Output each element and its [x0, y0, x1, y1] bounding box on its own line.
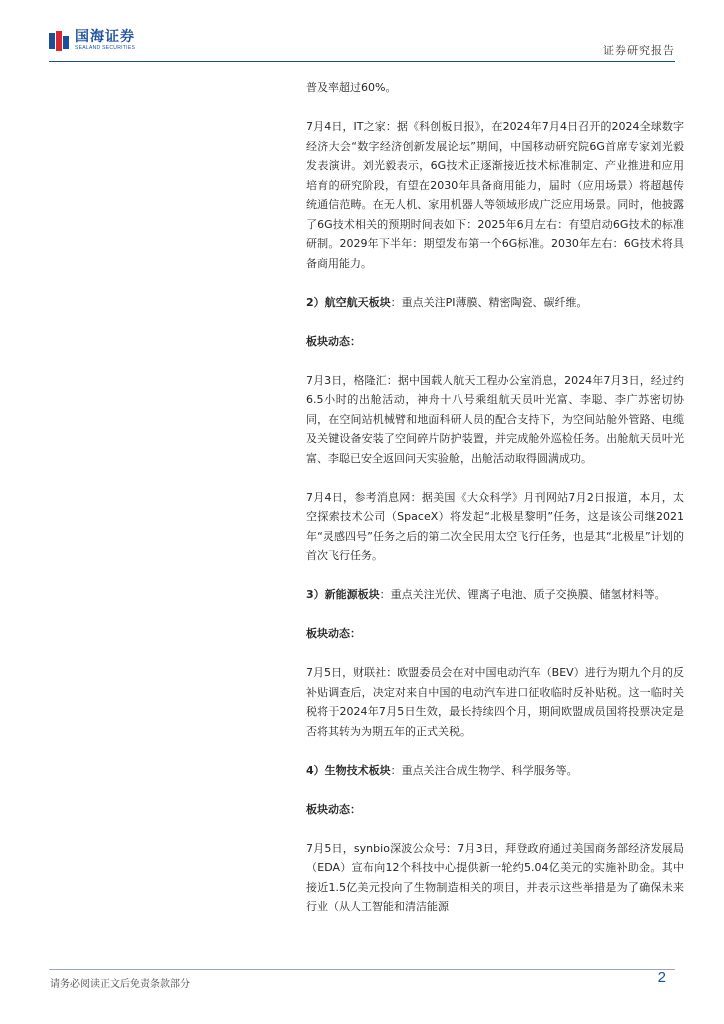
sector-dynamics-heading: 板块动态： — [306, 627, 361, 640]
news-paragraph-bev: 7月5日，财联社：欧盟委员会在对中国电动汽车（BEV）进行为期九个月的反补贴调查后，决定对来自中国的电动汽车进口征收临时反补贴税。这一临时关税将于2024年7月5日生效，最长持续四个月，期间欧盟成员国将投票决定是否将其转为为期五年的正式关税。 — [306, 666, 684, 738]
section-label-biotech: 4）生物技术板块 — [306, 763, 391, 777]
news-paragraph-spacex: 7月4日，参考消息网：据美国《大众科学》月刊网站7月2日报道，本月，太空探索技术公司（SpaceX）将发起“北极星黎明”任务，这是该公司继2021年“灵感四号”任务之后的第二次全民用太空飞行任务，也是其“北极星”计划的首次飞行任务。 — [306, 490, 684, 562]
section-focus-aerospace: ：重点关注PI薄膜、精密陶瓷、碳纤维。 — [390, 295, 588, 309]
page-header — [0, 0, 724, 62]
section-focus-biotech: ：重点关注合成生物学、科学服务等。 — [390, 763, 578, 777]
news-paragraph-6g: 7月4日，IT之家：据《科创板日报》，在2024年7月4日召开的2024全球数字经济大会“数字经济创新发展论坛”期间，中国移动研究院6G首席专家刘光毅发表演讲。刘光毅表示，6G技术正逐渐接近技术标准制定、产业推进和应用培育的研究阶段，有望在2030年具备商用能力，届时（应用场景）将超越传统通信范畴。在无人机、家用机器人等领域形成广泛应用场景。同时，他披露了6G技术相关的预期时间表如下：2025年6月左右：有望启动6G技术的标准研制。2029年下半年：期望发布第一个6G标准。2030年左右：6G技术将具备商用能力。 — [306, 120, 684, 270]
sector-dynamics-heading: 板块动态： — [306, 334, 361, 348]
news-paragraph-synbio: 7月5日，synbio深波公众号：7月3日，拜登政府通过美国商务部经济发展局（EDA）宣布向12个科技中心提供新一轮约5.04亿美元的实施补助金。其中接近1.5亿美元投向了生物制造相关的项目，并表示这些举措是为了确保未来行业（从人工智能和清洁能源 — [306, 841, 684, 913]
disclaimer-note: 请务必阅读正文后免责条款部分 — [50, 979, 190, 990]
section-focus-new-energy: ：重点关注光伏、锂离子电池、质子交换膜、储氢材料等。 — [379, 588, 666, 601]
section-heading-aerospace — [306, 293, 684, 313]
section-label-aerospace: 2）航空航天板块 — [306, 295, 391, 309]
section-heading-new-energy — [306, 585, 684, 605]
sector-dynamics-heading: 板块动态： — [306, 802, 361, 816]
header-divider — [49, 61, 675, 62]
company-logo — [49, 30, 135, 51]
logo-name-en: SEALAND SECURITIES — [75, 45, 136, 51]
section-heading-biotech — [306, 761, 684, 781]
news-paragraph-shenzhou: 7月3日，格隆汇：据中国载人航天工程办公室消息，2024年7月3日，经过约6.5小时的出舱活动，神舟十八号乘组航天员叶光富、李聪、李广苏密切协同，在空间站机械臂和地面科研人员的配合支持下，为空间站舱外管路、电缆及关键设备安装了空间碎片防护装置，并完成舱外巡检任务。出舱航天员叶光富、李聪已安全返回问天实验舱，出舱活动取得圆满成功。 — [306, 373, 684, 465]
report-type-label: 证券研究报告 — [603, 44, 675, 57]
footer-divider — [49, 969, 675, 970]
paragraph-continued: 普及率超过60%。 — [306, 81, 397, 94]
main-content — [306, 78, 684, 917]
logo-mark-icon — [49, 31, 71, 51]
section-label-new-energy: 3）新能源板块 — [306, 588, 380, 601]
logo-name-cn: 国海证券 — [75, 29, 135, 45]
page-number: 2 — [657, 969, 666, 986]
